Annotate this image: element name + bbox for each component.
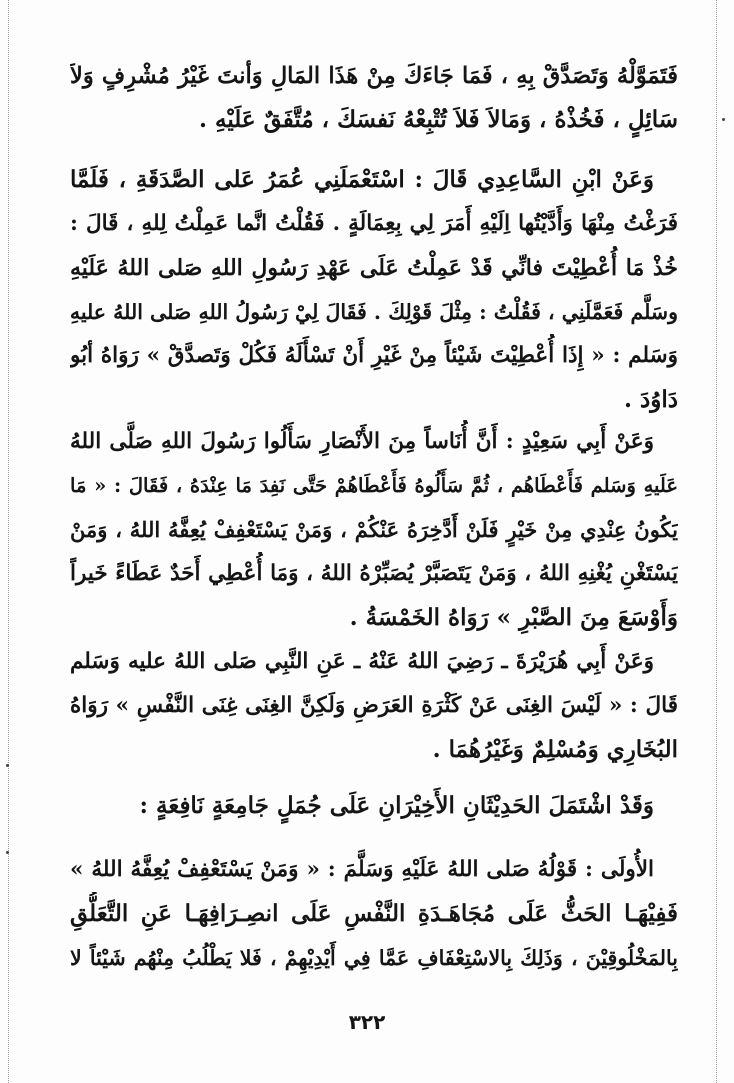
left-margin-border bbox=[8, 0, 10, 1083]
text-line: وَقَدْ اشْتَمَلَ الحَدِيْثَانِ الأَخِيْرَانِ عَلَى جُمَلٍ جَامِعَةٍ نَافِعَةٍ : bbox=[139, 792, 654, 819]
right-margin-border bbox=[716, 0, 718, 1083]
scan-speck bbox=[6, 851, 9, 854]
text-line: خُذْ مَا أُعْطِيْتَ فانِّي قَدْ عَمِلْتُ عَلَى عَهْدِ رَسُولِ اللهِ صَلى اللهُ عَلَيْهِ bbox=[70, 255, 678, 281]
paragraph-2 bbox=[70, 158, 678, 422]
text-line: وَعَنْ أَبِي سَعِيْدٍ : أَنَّ أُنَاساً مِنَ الأَنْصَارِ سَأَلُوا رَسُولَ اللهِ صَلَّى اللهُ bbox=[70, 429, 654, 454]
text-line: سَائِلٍ ، فَخُذْهُ ، وَمَالاَ فَلاَ تُتْبِعْهُ نَفسَكَ ، مُتَّفَقٌ عَلَيْهِ . bbox=[198, 106, 678, 133]
text-line: يَكُونُ عِنْدِي مِنْ خَيْرٍ فَلَنْ أَدَّخِرَهُ عَنْكُمْ ، وَمَنْ يَسْتَعْفِفْ يُعِفَّهُ اللهُ ، وَمَنْ bbox=[70, 517, 678, 542]
text-line: فَتَمَوَّلْهُ وَتَصَدَّقْ بِهِ ، فَمَا جَاءَكَ مِنْ هَذَا المَالِ وَأنتَ غَيْرُ مُشْرِفٍ وَلاَ bbox=[70, 63, 678, 89]
text-line: فَرَغْتُ مِنْهَا وَأَدَّيْتُها اِلَيْهِ أَمَرَ لِي بِعِمَالَةٍ . فَقُلْتُ انَّما عَمِلْتُ لِلهِ ، قَالَ : bbox=[70, 211, 678, 236]
paragraph-5 bbox=[70, 784, 678, 828]
text-line: دَاوُدَ . bbox=[624, 386, 678, 413]
scan-speck bbox=[6, 764, 9, 767]
text-line: يَسْتَغْنِ يُغْنِهِ اللهُ ، وَمَنْ يَتَصَبَّرْ يُصَبِّرْهُ اللهُ ، وَمَا أُعْطِي أَحَدٌ عَطَاءً خَيراً bbox=[70, 561, 678, 586]
text-line: وَعَنْ ابْنِ السَّاعِدِي قَالَ : اسْتَعْمَلَنِي عُمَرُ عَلى الصَّدَقَةِ ، فَلَمَّا bbox=[70, 166, 654, 193]
text-line: وَأَوْسَعَ مِنَ الصَّبْرِ » رَوَاهُ الخَمْسَةُ . bbox=[349, 604, 678, 631]
paragraph-3 bbox=[70, 420, 678, 640]
text-line: قَالَ : « لَيْسَ الغِنَى عَنْ كَثْرَةِ العَرَضِ وَلَكِنَّ الغِنَى غِنَى النَّفْسِ » رَوَاهُ bbox=[70, 693, 678, 718]
paragraph-4 bbox=[70, 640, 678, 772]
text-line: فَفِيْهَـا الحَثُّ عَلَى مُجَاهَـدَةِ النَّفْسِ عَلَى انصِـرَافِهَـا عَنِ التَّعَلُّقِ bbox=[70, 900, 678, 927]
text-line: بِالمَخْلُوقِيْنَ ، وَذَلِكَ بِالاسْتِعْفَافِ عَمَّا فِي أَيْدِيْهِمْ ، فَلا يَطْلُبُ مِنْهُم شَيْئاً لا bbox=[70, 946, 678, 970]
text-line: عَلَيهِ وَسَلم فَأَعْطَاهُم ، ثُمَّ سَأَلُوهُ فَأَعْطَاهُمْ حَتَّى نَفِدَ مَا عِنْدَهُ ، فَقَالَ : « مَا bbox=[70, 474, 678, 497]
paragraph-6 bbox=[70, 848, 678, 980]
text-line: وَسَلم : « إِذَا أُعْطِيْتَ شَيْئاً مِنْ غَيْرِ أَنْ تَسْأَلَهُ فَكُلْ وَتَصدَّقْ » رَوَاهُ أبُو bbox=[70, 343, 678, 368]
text-line: البُخَارِي وَمُسْلِمٌ وَغَيْرُهُمَا . bbox=[432, 736, 678, 763]
text-line: الأُولَى : قَوْلُهُ صَلى اللهُ عَلَيْهِ وَسَلَّمَ : « وَمَنْ يَسْتَعْفِفْ يُعِفَّهُ اللهُ » bbox=[70, 857, 654, 882]
page-number: ٣٢٢ bbox=[348, 1010, 386, 1034]
text-line: وَعَنْ أَبِي هُرَيْرَةَ ـ رَضِيَ اللهُ عَنْهُ ـ عَنِ النَّبِي صَلى اللهُ عليه وَسَلم bbox=[70, 649, 654, 674]
text-line: وسَلَّم فَعَمَّلَنِي ، فَقُلْتُ : مِثْلَ قَوْلِكَ . فَقَالَ لِيْ رَسُولُ اللهِ صَلى اللهُ عليهِ bbox=[70, 300, 678, 324]
scan-speck bbox=[722, 118, 725, 121]
paragraph-1 bbox=[70, 54, 678, 142]
